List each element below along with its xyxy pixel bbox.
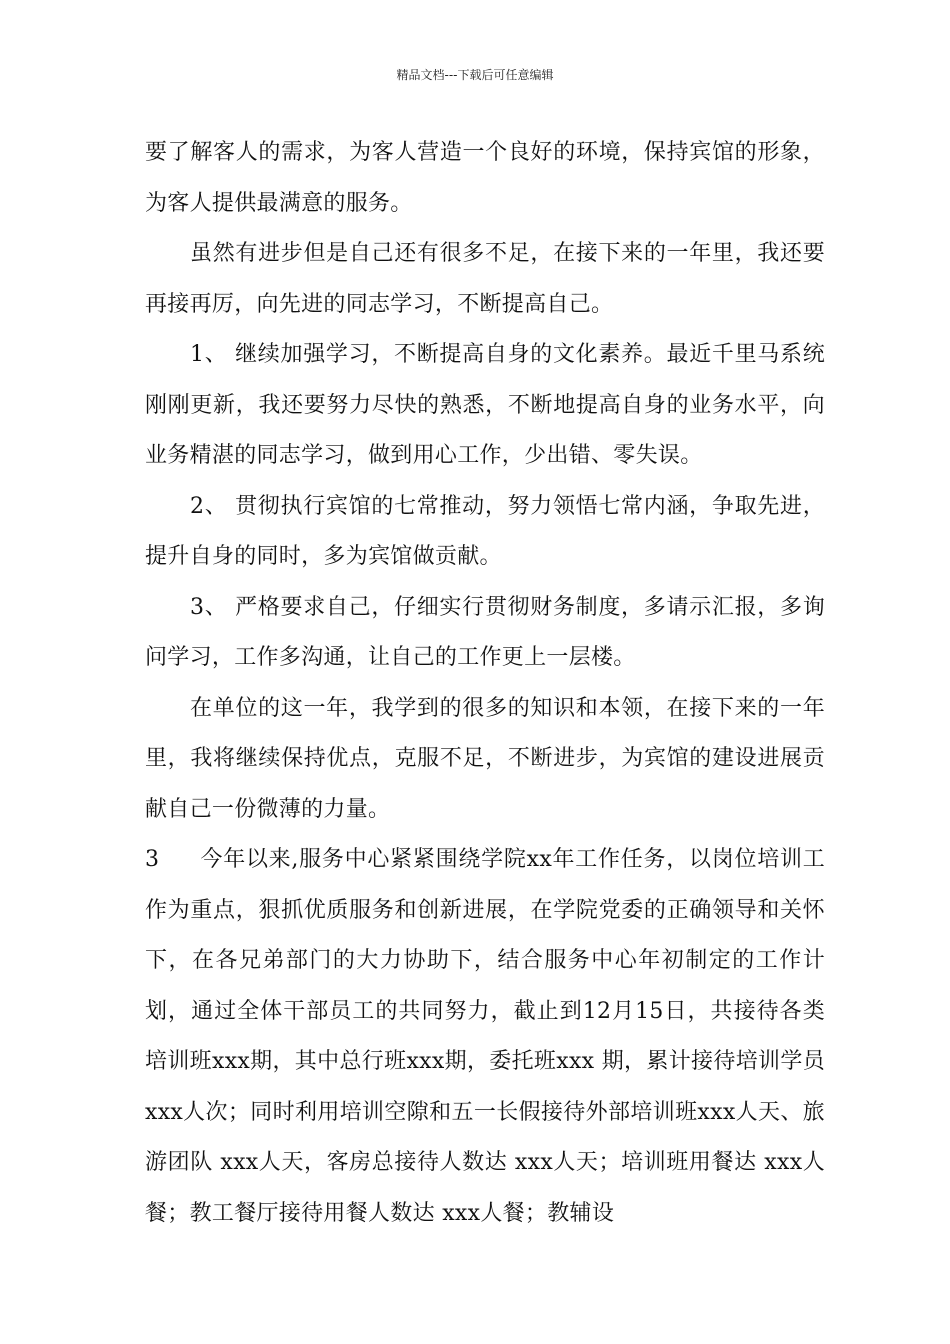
paragraph-section-3 <box>145 835 825 1239</box>
paragraph-item-1: 1、 继续加强学习，不断提高自身的文化素养。最近千里马系统刚刚更新，我还要努力尽快的熟悉，不断地提高自身的业务水平，向业务精湛的同志学习，做到用心工作，少出错、零失误。 <box>145 342 825 468</box>
paragraph-item-2: 2、 贯彻执行宾馆的七常推动，努力领悟七常内涵，争取先进，提升自身的同时，多为宾馆做贡献。 <box>145 493 825 569</box>
paragraph-conclusion: 在单位的这一年，我学到的很多的知识和本领，在接下来的一年里，我将继续保持优点，克服不足，不断进步，为宾馆的建设进展贡献自己一份微薄的力量。 <box>145 695 825 822</box>
page-header: 精品文档---下载后可任意编辑 <box>396 68 554 82</box>
paragraph-service: 要了解客人的需求，为客人营造一个良好的环境，保持宾馆的形象，为客人提供最满意的服务。 <box>145 140 825 216</box>
paragraph-improvement: 虽然有进步但是自己还有很多不足，在接下来的一年里，我还要再接再厉，向先进的同志学习，不断提高自己。 <box>145 241 825 317</box>
section-3-text: 今年以来,服务中心紧紧围绕学院xx年工作任务，以岗位培训工作为重点，狠抓优质服务和创新进展，在学院党委的正确领导和关怀下，在各兄弟部门的大力协助下，结合服务中心年初制定的工作计划，通过全体干部员工的共同努力，截止到12月15日，共接待各类培训班xxx期，其中总行班xxx期，委托班xxx 期，累计接待培训学员 xxx人次；同时利用培训空隙和五一长假接待外部培训班xxx人天、旅游团队 xxx人天，客房总接待人数达 xxx人天；培训班用餐达 xxx人餐；教工餐厅接待用餐人数达 xxx人餐；教辅设 <box>145 847 825 1226</box>
section-number: 3 <box>145 847 160 872</box>
paragraph-item-3: 3、 严格要求自己，仔细实行贯彻财务制度，多请示汇报，多询问学习，工作多沟通，让自己的工作更上一层楼。 <box>145 594 825 670</box>
document-body <box>145 128 825 1239</box>
